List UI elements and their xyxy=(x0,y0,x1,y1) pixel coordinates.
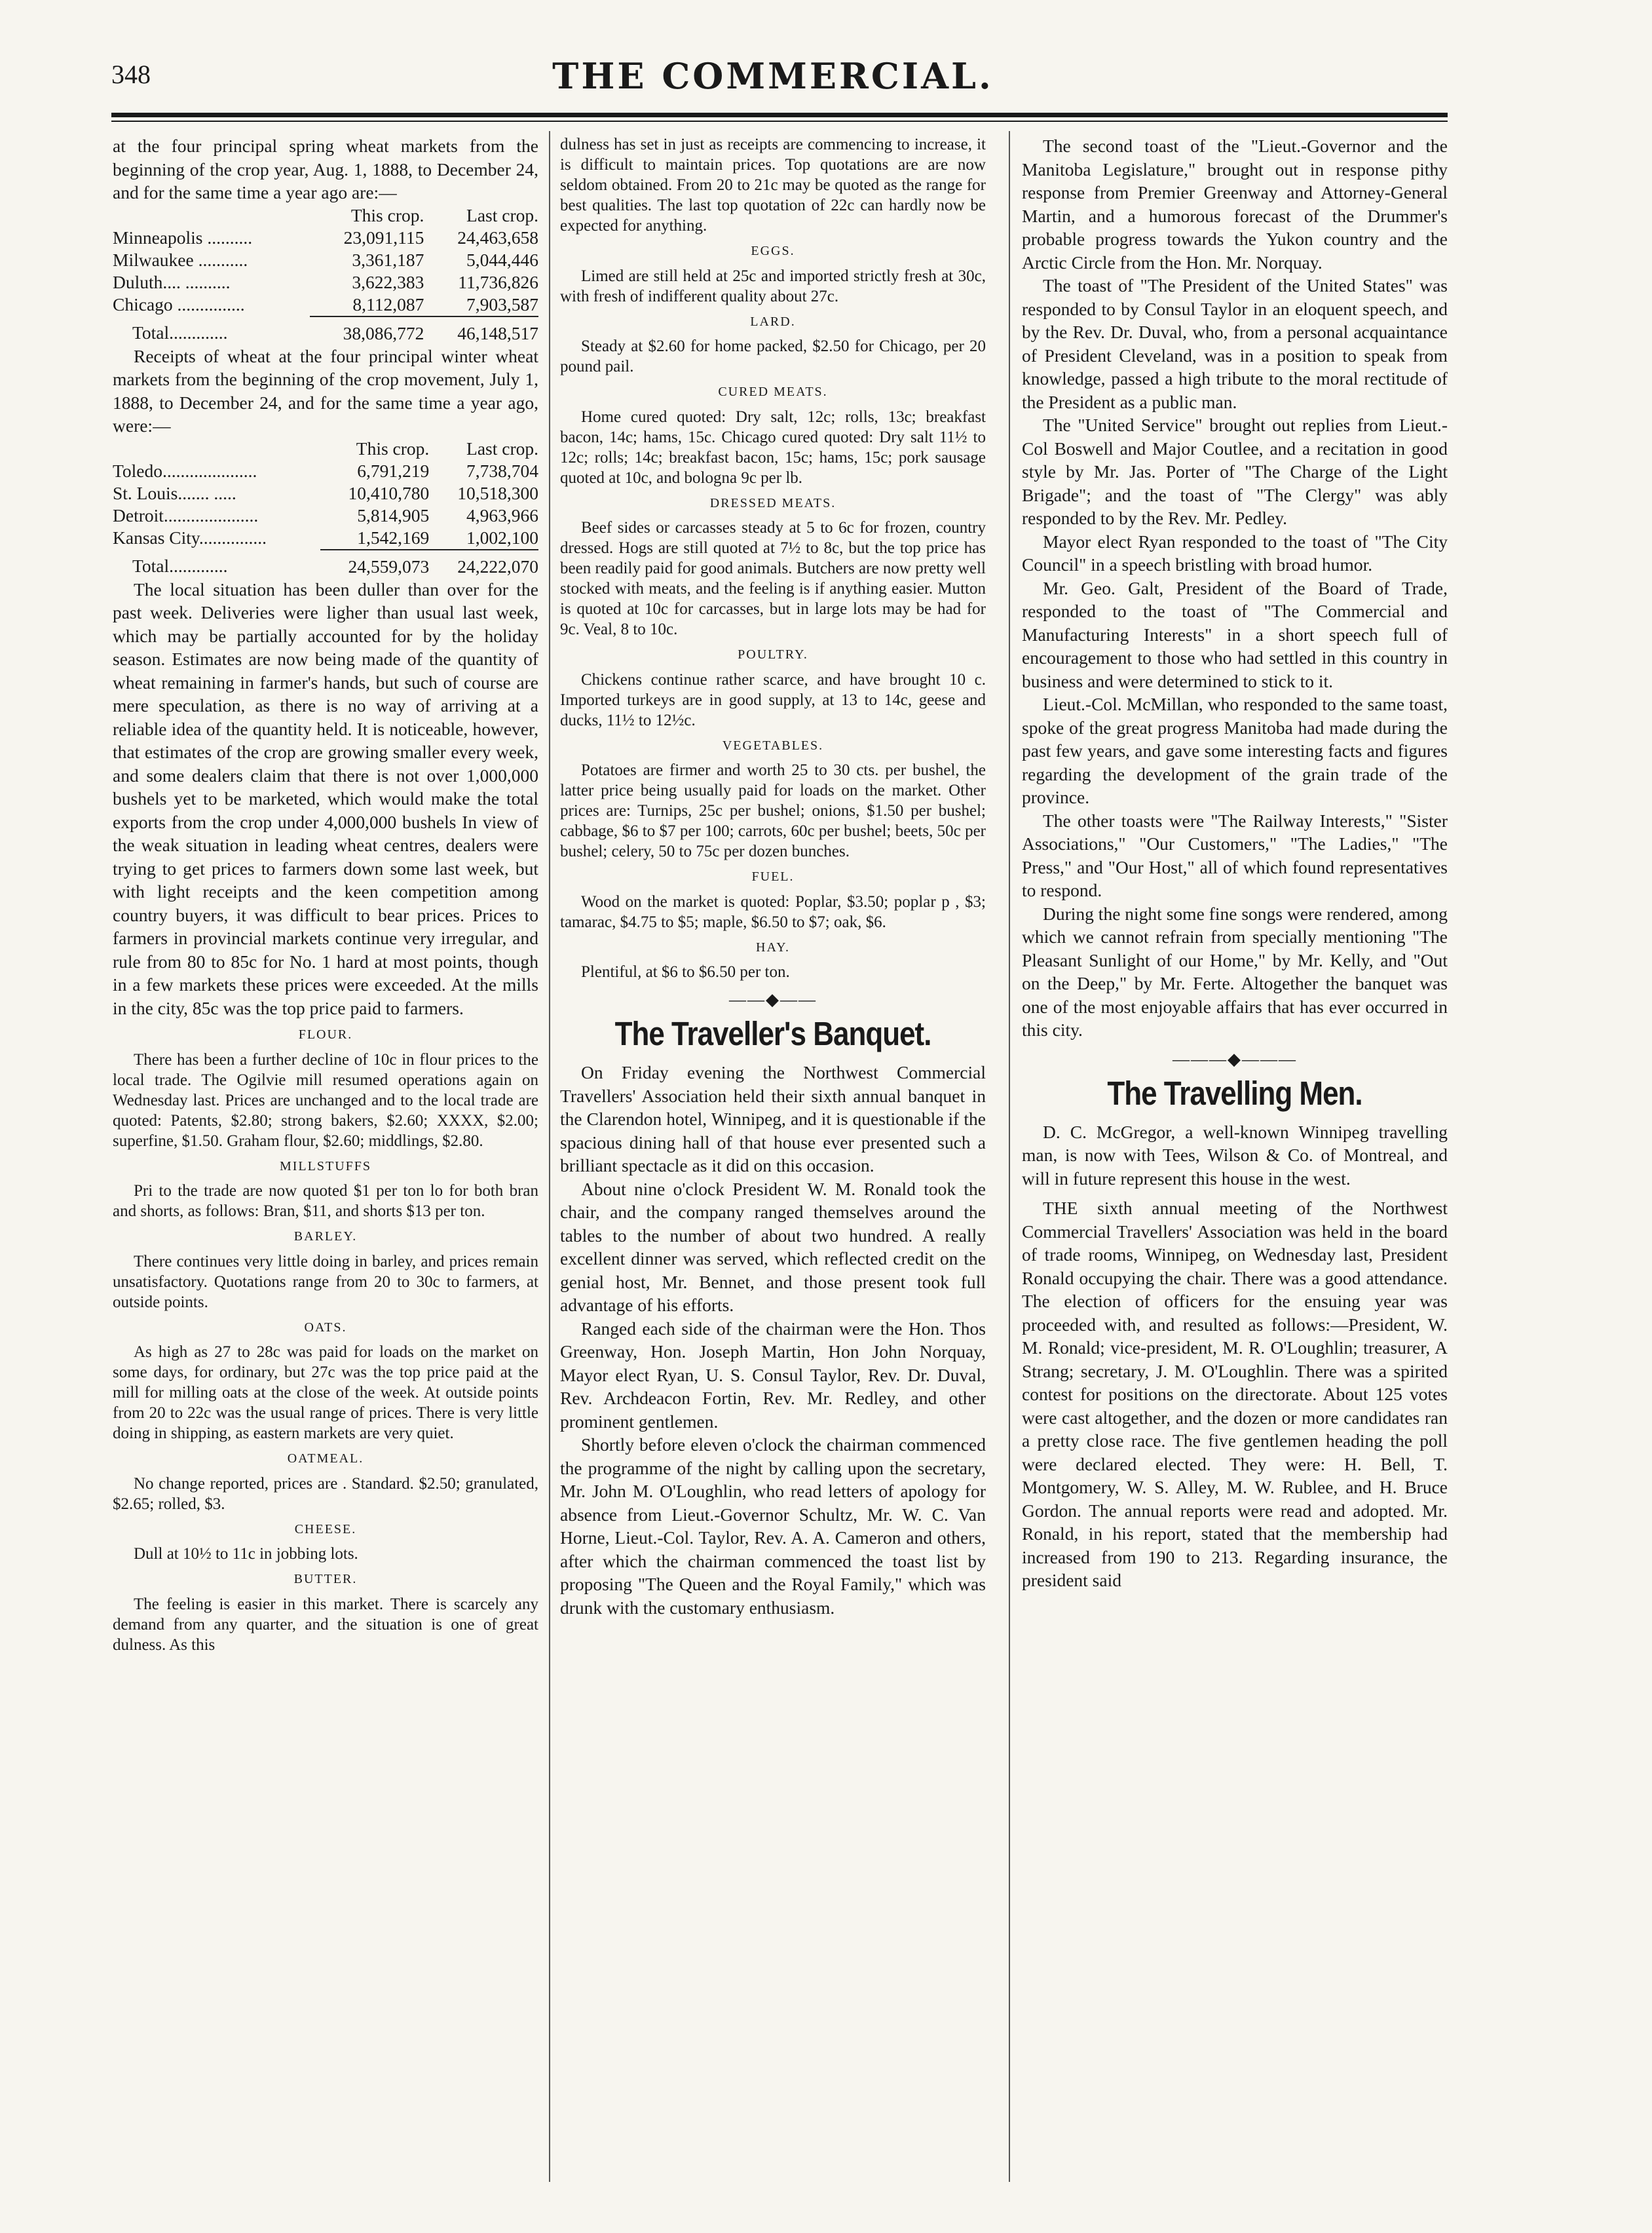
paragraph: During the night some fine songs were rendered, among which we cannot refrain from specially mentioning "The Pleasant Sunlight of our Home," by Mr. Kelly, and "Out on the Deep," by Mr. Ferte. Altogether the banquet was one of the most enjoyable affairs that has ever occurred in this city. xyxy=(1022,903,1448,1040)
ornamental-divider: ———◆——— xyxy=(1173,1049,1297,1069)
paragraph: The local situation has been duller than over for the past week. Deliveries were ligher than usual last week, which may be partially accounted for by the holiday season. Estimates are now being made of the quantity of wheat remaining in farmer's hands, but such of course are mere speculation, as there is no way of arriving at a reliable idea of the quantity held. It is noticeable, however, that estimates of the crop are growing smaller every week, and some dealers claim that there is not over 1,000,000 bushels yet to be marketed, which would make the total exports from the crop under 4,000,000 bushels In view of the weak situation in leading wheat centres, dealers were trying to get prices to farmers down some last week, but with light receipts and the keen competition among country buyers, it was difficult to bear prices. Prices to farmers in provincial markets continue very irregular, and rule from 80 to 85c for No. 1 hard at most points, though in a few markets these prices were exceeded. At the mills in the city, 85c was the top price paid to farmers. xyxy=(113,579,538,1018)
section-heading: HAY. xyxy=(756,940,790,955)
table-row: Chicago ............... 8,112,087 7,903,587 xyxy=(113,294,538,315)
paragraph: About nine o'clock President W. M. Ronald took the chair, and the company ranged themselves around the tables to the number of about two hundred. A really excellent dinner was served, which reflected credit on the genial host, Mr. Bennet, and those present took full advantage of his efforts. xyxy=(560,1178,986,1315)
col-header: This crop. xyxy=(356,438,430,459)
paragraph: There continues very little doing in barley, and prices remain unsatisfactory. Quotations range from 20 to 30c to farmers, at outside points. xyxy=(113,1252,538,1311)
paragraph: Plentiful, at $6 to $6.50 per ton. xyxy=(581,963,790,981)
table-row: St. Louis....... ..... 10,410,780 10,518,300 xyxy=(113,482,538,503)
paragraph: THE sixth annual meeting of the Northwest Commercial Travellers' Association was held in the board of trade rooms, Winnipeg, on Wednesday last, President Ronald occupying the chair. There was a good attendance. The election of officers for the ensuing year was proceeded with, and resulted as follows:—President, W. M. Ronald; vice-president, M. R. O'Loughlin; treasurer, A Strang; secretary, J. M. O'Loughlin. There was a spirited contest for positions on the directorate. About 125 votes were cast altogether, and the dozen or more candidates ran a pretty close race. The five gentlemen heading the poll were declared elected. They were: H. Bell, T. Montgomery, W. S. Alley, M. W. Rublee, and H. Bruce Gordon. The annual reports were read and adopted. Mr. Ronald, in his report, stated that the membership had increased from 190 to 213. Regarding insurance, the president said xyxy=(1022,1198,1448,1590)
paragraph: Home cured quoted: Dry salt, 12c; rolls, 13c; breakfast bacon, 14c; hams, 15c. Chicago cured quoted: Dry salt 11½ to 12c; rolls; 14c; breakfast bacon, 15c; hams, 15c; pork sausage quoted at 10c, and bologna 9c per lb. xyxy=(560,408,986,487)
paragraph: The other toasts were "The Railway Interests," "Sister Associations," "Our Customers," "The Ladies," "The Press," and "Our Host," all of which found representatives to respond. xyxy=(1022,810,1448,900)
paragraph: Mayor elect Ryan responded to the toast of "The City Council" in a speech bristling with broad humor. xyxy=(1022,531,1448,575)
table-row: Milwaukee ........... 3,361,187 5,044,446 xyxy=(113,249,538,270)
section-heading: BUTTER. xyxy=(293,1572,358,1586)
masthead xyxy=(111,55,1435,105)
paragraph: Beef sides or carcasses steady at 5 to 6c for frozen, country dressed. Hogs are still quoted at 7½ to 8c, but the top price has been readily paid for good animals. Butchers are now pretty well stocked with meats, and the feeling is if anything easier. Mutton is quoted at 10c for carcasses, but in large lots may be had for 9c. Veal, 8 to 10c. xyxy=(560,519,986,638)
table-row: Minneapolis .......... 23,091,115 24,463,658 xyxy=(113,227,538,248)
section-heading: VEGETABLES. xyxy=(722,738,824,753)
section-heading: EGGS. xyxy=(751,244,795,258)
column-divider xyxy=(1009,131,1010,2182)
col-header: Last crop. xyxy=(466,438,538,459)
paragraph: Mr. Geo. Galt, President of the Board of Trade, responded to the toast of "The Commercial and Manufacturing Interests" in a short speech full of encouragement to those who had settled in this country in business and were determined to stick to it. xyxy=(1022,577,1448,691)
article-title: The Travelling Men. xyxy=(1107,1075,1362,1113)
paragraph: Wood on the market is quoted: Poplar, $3.50; poplar p , $3; tamarac, $4.75 to $5; maple, $6.50 to $7; oak, $6. xyxy=(560,892,986,931)
paragraph: No change reported, prices are . Standard. $2.50; granulated, $2.65; rolled, $3. xyxy=(113,1474,538,1513)
paragraph: There has been a further decline of 10c in flour prices to the local trade. The Ogilvie mill resumed operations again on Wednesday last. Prices are unchanged and to the local trade are quoted: Patents, $2.80; strong bakers, $2.60; XXXX, $2.00; superfine, $1.50. Graham flour, $2.60; middlings, $2.80. xyxy=(113,1050,538,1150)
paragraph: Dull at 10½ to 11c in jobbing lots. xyxy=(134,1545,358,1563)
section-heading: CURED MEATS. xyxy=(718,385,828,399)
table-row: Detroit..................... 5,814,905 4,963,966 xyxy=(113,505,538,525)
section-heading: POULTRY. xyxy=(738,647,808,662)
paragraph: Chickens continue rather scarce, and have brought 10 c. Imported turkeys are in good supply, at 13 to 14c, geese and ducks, 11½ to 12½c. xyxy=(560,670,986,729)
paragraph: Potatoes are firmer and worth 25 to 30 cts. per bushel, the latter price being usually paid for loads on the market. Other prices are: Turnips, 25c per bushel; onions, $1.50 per bushel; cabbage, $6 to $7 per 100; carrots, 60c per bushel; beets, 50c per bushel; celery, 50 to 75c per dozen bunches. xyxy=(560,761,986,860)
paragraph: D. C. McGregor, a well-known Winnipeg travelling man, is now with Tees, Wilson & Co. of Montreal, and will in future represent this house in the west. xyxy=(1022,1121,1448,1189)
article-title: The Traveller's Banquet. xyxy=(614,1016,931,1053)
paragraph: The toast of "The President of the United States" was responded to by Consul Taylor in an eloquent speech, and by the Rev. Dr. Duval, who, from a personal acquaintance of President Cleveland, was in a position to speak from knowledge, passed a high tribute to the moral rectitude of the President as a public man. xyxy=(1022,275,1448,412)
column-2 xyxy=(560,134,986,2185)
paragraph: dulness has set in just as receipts are commencing to increase, it is difficult to maintain prices. Top quotations are are now seldom obtained. From 20 to 21c may be quoted as the range for best qualities. The last top quotation of 22c can hardly now be expected for anything. xyxy=(560,136,986,235)
paragraph: The second toast of the "Lieut.-Governor and the Manitoba Legislature," brought out in response pithy response from Premier Greenway and Attorney-General Martin, and a humorous forecast of the Drummer's probable progress towards the Yukon country and the Arctic Circle from the Hon. Mr. Norquay. xyxy=(1022,136,1448,273)
paragraph: As high as 27 to 28c was paid for loads on the market on some days, for ordinary, but 27c was the top price paid at the mill for milling oats at the close of the week. At outside points from 20 to 22c was the usual range of prices. There is very little doing in shipping, as eastern markets are very quiet. xyxy=(113,1343,538,1442)
table-row: Duluth.... .......... 3,622,383 11,736,826 xyxy=(113,271,538,292)
section-heading: DRESSED MEATS. xyxy=(709,495,836,510)
paragraph: Pri to the trade are now quoted $1 per ton lo for both bran and shorts, as follows: Bran, $11, and shorts $13 per ton. xyxy=(113,1182,538,1220)
winter-wheat-table xyxy=(113,438,538,578)
page-number: 348 xyxy=(111,60,151,89)
publication-title: THE COMMERCIAL. xyxy=(552,55,994,97)
section-heading: OATMEAL. xyxy=(287,1451,364,1466)
section-heading: LARD. xyxy=(750,314,796,329)
section-heading: BARLEY. xyxy=(293,1229,358,1244)
paragraph: Limed are still held at 25c and imported strictly fresh at 30c, with fresh of indifferent quality about 27c. xyxy=(560,267,986,305)
section-heading: OATS. xyxy=(304,1320,347,1335)
col-header: This crop. xyxy=(350,204,424,225)
table-total-row: Total............. 24,559,073 24,222,070 xyxy=(113,550,538,578)
paragraph: Shortly before eleven o'clock the chairman commenced the programme of the night by calling upon the secretary, Mr. John M. O'Loughlin, who read letters of apology for absence from Lieut.-Governor Schultz, Mr. W. C. Van Horne, Lieut.-Col. Taylor, Rev. A. A. Cameron and others, after which the chairman commenced the toast list by proposing "The Queen and the Royal Family," which was drunk with the customary enthusiasm. xyxy=(560,1434,986,1618)
paragraph: On Friday evening the Northwest Commercial Travellers' Association held their sixth annual banquet in the Clarendon hotel, Winnipeg, and it is questionable if the spacious dining hall of that house ever presented such a brilliant spectacle as it did on this occasion. xyxy=(560,1062,986,1175)
paragraph: The feeling is easier in this market. There is scarcely any demand from any quarter, and the situation is one of great dulness. As this xyxy=(113,1595,538,1654)
column-1 xyxy=(113,134,538,2185)
paragraph: Lieut.-Col. McMillan, who responded to the same toast, spoke of the great progress Manitoba had made during the past few years, and gave some interesting facts and figures regarding the development of the grain trade of the province. xyxy=(1022,694,1448,807)
spring-wheat-table xyxy=(113,204,538,345)
section-heading: FUEL. xyxy=(751,869,795,884)
table-row: Kansas City............... 1,542,169 1,002,100 xyxy=(113,527,538,548)
header-rule xyxy=(111,113,1448,117)
section-heading: FLOUR. xyxy=(298,1027,353,1042)
table-total-row: Total............. 38,086,772 46,148,517 xyxy=(113,316,538,345)
paragraph: Steady at $2.60 for home packed, $2.50 for Chicago, per 20 pound pail. xyxy=(560,337,986,375)
ornamental-divider: ——◆—— xyxy=(729,990,817,1009)
paragraph: The "United Service" brought out replies from Lieut.-Col Boswell and Major Coutlee, and a recitation in good style by Mr. Jas. Porter of "The Charge of the Light Brigade"; and the toast of "The Clergy" was ably responded to by the Rev. Mr. Pedley. xyxy=(1022,415,1448,528)
section-heading: MILLSTUFFS xyxy=(279,1158,372,1174)
column-divider xyxy=(549,131,550,2182)
paragraph: Receipts of wheat at the four principal winter wheat markets from the beginning of the crop movement, July 1, 1888, to December 24, and for the same time a year ago, were:— xyxy=(113,345,538,436)
column-3 xyxy=(1022,134,1448,2185)
paragraph: Ranged each side of the chairman were the Hon. Thos Greenway, Hon. Joseph Martin, Hon John Norquay, Mayor elect Ryan, U. S. Consul Taylor, Rev. Dr. Duval, Rev. Archdeacon Fortin, Rev. Mr. Redley, and other prominent gentlemen. xyxy=(560,1318,986,1432)
col-header: Last crop. xyxy=(466,204,538,225)
header-rule-thin xyxy=(111,121,1448,122)
table-row: Toledo..................... 6,791,219 7,738,704 xyxy=(113,460,538,481)
section-heading: CHEESE. xyxy=(294,1521,357,1536)
paragraph: at the four principal spring wheat markets from the beginning of the crop year, Aug. 1, 1888, to December 24, and for the same time a year ago are:— xyxy=(113,136,538,202)
